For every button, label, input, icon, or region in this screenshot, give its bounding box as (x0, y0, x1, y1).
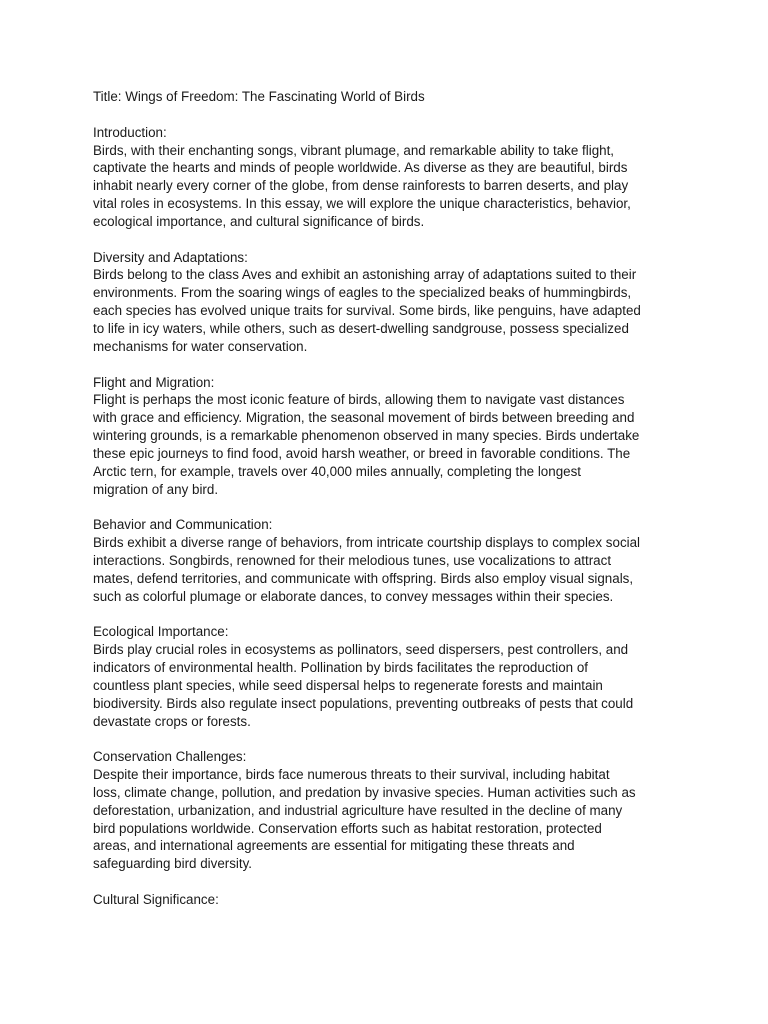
paragraph-line: environments. From the soaring wings of eagles to the specialized beaks of hummingbirds, (93, 285, 632, 301)
paragraph-line: these epic journeys to find food, avoid harsh weather, or breed in favorable conditions. The (93, 445, 631, 461)
paragraph-line: biodiversity. Birds also regulate insect populations, preventing outbreaks of pests that could (93, 695, 634, 711)
document-sections (93, 124, 683, 909)
paragraph-line: Birds, with their enchanting songs, vibrant plumage, and remarkable ability to take flight, (93, 142, 615, 158)
paragraph-line: areas, and international agreements are essential for mitigating these threats and (93, 838, 575, 854)
paragraph-line: deforestation, urbanization, and industrial agriculture have resulted in the decline of many (93, 802, 623, 818)
section (93, 124, 683, 231)
paragraph-line: mechanisms for water conservation. (93, 338, 308, 354)
section-heading: Ecological Importance: (93, 624, 229, 640)
paragraph-line: Arctic tern, for example, travels over 40,000 miles annually, completing the longest (93, 463, 582, 479)
paragraph-line: captivate the hearts and minds of people worldwide. As diverse as they are beautiful, birds (93, 160, 628, 176)
paragraph-line: interactions. Songbirds, renowned for their melodious tunes, use vocalizations to attract (93, 552, 612, 568)
section (93, 748, 683, 873)
section-heading: Flight and Migration: (93, 374, 215, 390)
paragraph-line: each species has evolved unique traits for survival. Some birds, like penguins, have adapted (93, 303, 641, 319)
section (93, 623, 683, 730)
paragraph-line: Birds exhibit a diverse range of behaviors, from intricate courtship displays to complex social (93, 535, 641, 551)
paragraph-line: ecological importance, and cultural significance of birds. (93, 213, 425, 229)
paragraph-line: Flight is perhaps the most iconic feature of birds, allowing them to navigate vast distances (93, 392, 625, 408)
paragraph-line: migration of any bird. (93, 481, 219, 497)
section-heading: Behavior and Communication: (93, 517, 273, 533)
paragraph-line: to life in icy waters, while others, such as desert-dwelling sandgrouse, possess specialized (93, 320, 629, 336)
paragraph-line: Despite their importance, birds face numerous threats to their survival, including habitat (93, 767, 610, 783)
paragraph-line: mates, defend territories, and communicate with offspring. Birds also employ visual signals, (93, 570, 634, 586)
section (93, 374, 683, 499)
paragraph-line: with grace and efficiency. Migration, the seasonal movement of birds between breeding and (93, 410, 635, 426)
section (93, 891, 683, 909)
paragraph-line: indicators of environmental health. Pollination by birds facilitates the reproduction of (93, 660, 588, 675)
section-heading: Introduction: (93, 124, 167, 140)
section-heading: Cultural Significance: (93, 891, 219, 907)
section (93, 516, 683, 605)
paragraph-line: devastate crops or forests. (93, 713, 251, 729)
paragraph-line: Birds play crucial roles in ecosystems as pollinators, seed dispersers, pest controllers, and (93, 642, 629, 658)
paragraph-line: Birds belong to the class Aves and exhibit an astonishing array of adaptations suited to their (93, 267, 637, 283)
document-title: Title: Wings of Freedom: The Fascinating World of Birds (93, 89, 425, 104)
section (93, 249, 683, 356)
paragraph-line: inhabit nearly every corner of the globe, from dense rainforests to barren deserts, and play (93, 178, 629, 194)
section-heading: Diversity and Adaptations: (93, 249, 248, 265)
paragraph-line: safeguarding bird diversity. (93, 856, 253, 872)
section-heading: Conservation Challenges: (93, 749, 247, 765)
paragraph-line: wintering grounds, is a remarkable phenomenon observed in many species. Birds undertake (93, 428, 640, 444)
paragraph-line: vital roles in ecosystems. In this essay, we will explore the unique characteristics, behavior, (93, 196, 631, 212)
paragraph-line: such as colorful plumage or elaborate dances, to convey messages within their species. (93, 588, 614, 604)
paragraph-line: bird populations worldwide. Conservation efforts such as habitat restoration, protected (93, 820, 602, 836)
paragraph-line: loss, climate change, pollution, and predation by invasive species. Human activities such as (93, 784, 636, 800)
paragraph-line: countless plant species, while seed dispersal helps to regenerate forests and maintain (93, 677, 603, 693)
document-page (93, 88, 683, 927)
